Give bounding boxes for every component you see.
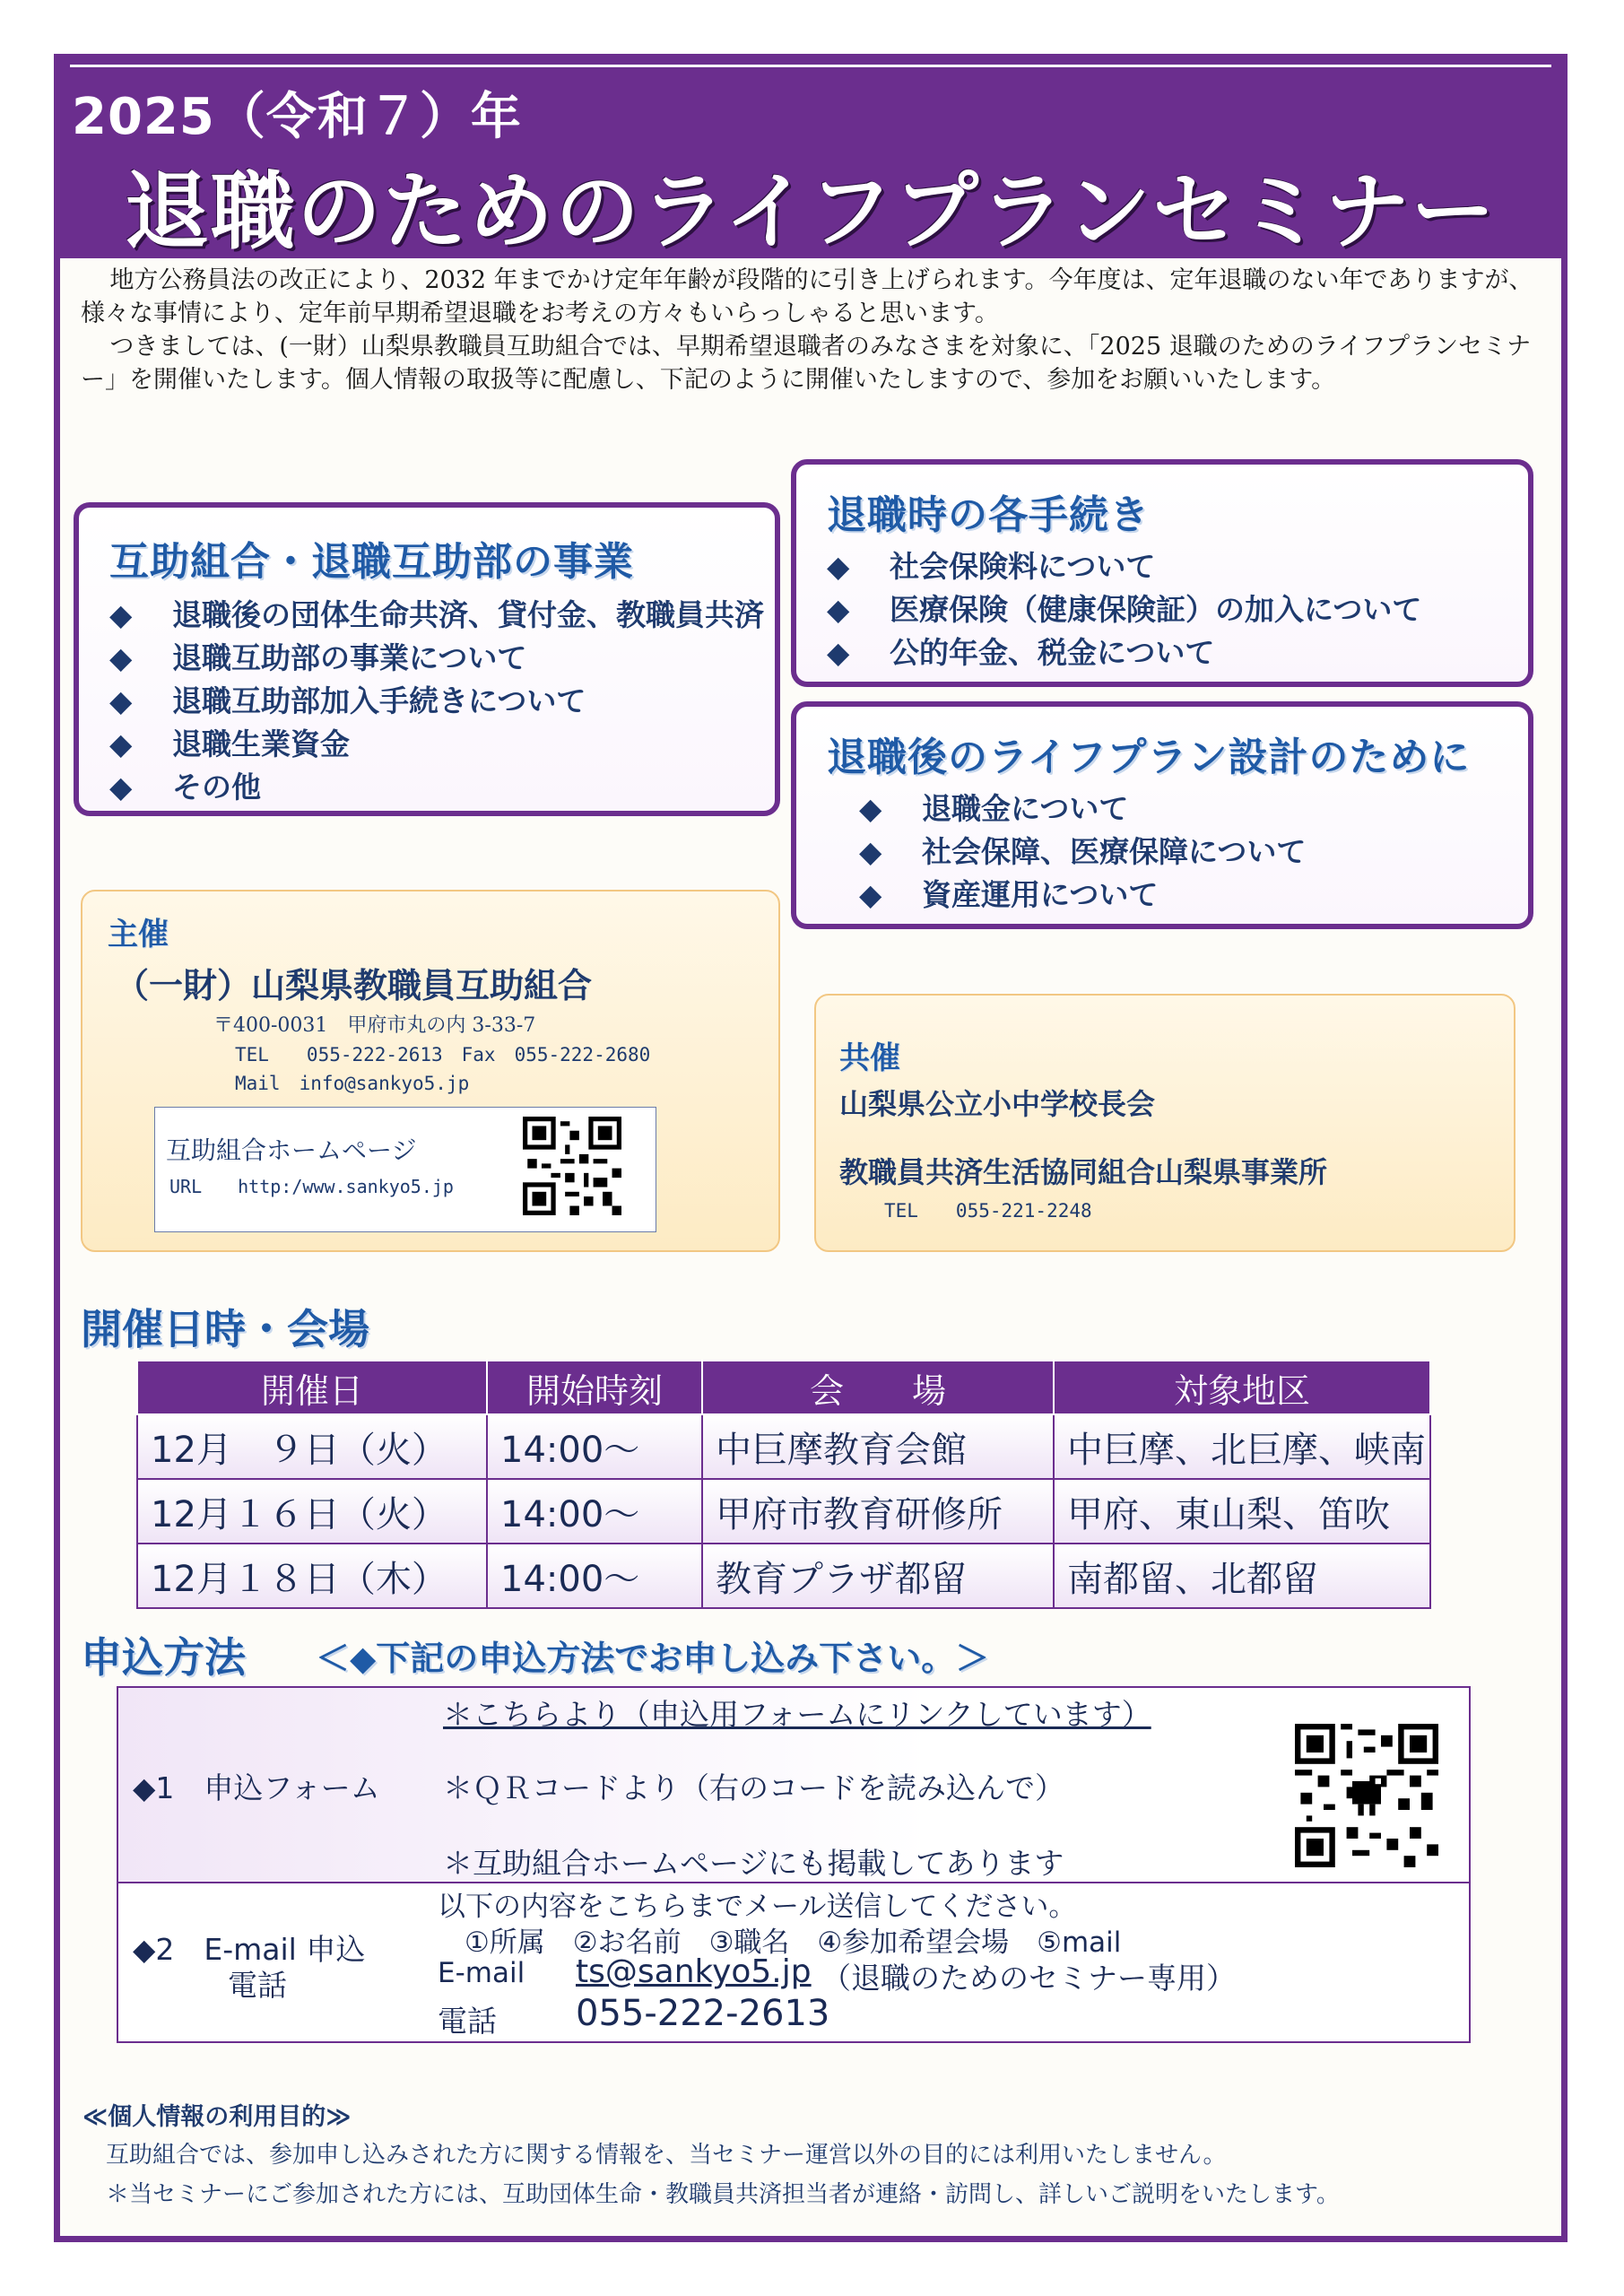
method-2-label-tel: 電話	[228, 1968, 287, 2003]
table-cell: 南都留、北都留	[1054, 1544, 1430, 1608]
diamond-icon: ◆	[859, 834, 882, 869]
shusai-mail: Mail info@sankyo5.jp	[235, 1073, 470, 1094]
method-2-instruction: 以下の内容をこちらまでメール送信してください。	[438, 1891, 1077, 1923]
header-year: 2025（令和７）年	[72, 88, 522, 146]
diamond-icon: ◆	[109, 726, 133, 761]
method-1-hp-text: ＊互助組合ホームページにも掲載してあります	[443, 1846, 1064, 1881]
diamond-icon: ◆	[109, 683, 133, 718]
apply-title: 申込方法	[81, 1633, 246, 1682]
apply-subtitle: ＜◆下記の申込方法でお申し込み下さい。＞	[316, 1639, 990, 1678]
list-item: ◆ 医療保険（健康保険証）の加入について	[827, 588, 1528, 631]
diamond-icon: ◆	[109, 770, 133, 804]
table-row	[137, 1414, 1430, 1479]
method-1-qr-text: ＊ＱＲコードより（右のコードを読み込んで）	[443, 1770, 1064, 1805]
diamond-icon: ◆	[859, 877, 882, 912]
list-item: ◆ その他	[109, 766, 775, 809]
shusai-label: 主催	[108, 917, 169, 952]
form-link[interactable]: ＊こちらより（申込用フォームにリンクしています）	[443, 1697, 1151, 1732]
kyosai-box	[814, 994, 1515, 1252]
box-gojo-jigyo-list	[109, 594, 775, 809]
intro-paragraph-1: 地方公務員法の改正により、2032 年までかけ定年年齢が段階的に引き上げられます。今年度は、定年退職のない年でありますが、様々な事情により、定年前早期希望退職をお考えの方々もいらっしゃると思います。	[81, 266, 1533, 327]
hp-label: 互助組合ホームページ	[166, 1135, 417, 1165]
table-cell: 14:00～	[487, 1479, 702, 1544]
shusai-org: （一財）山梨県教職員互助組合	[115, 965, 593, 1005]
box-tetsuzuki-list	[827, 545, 1528, 674]
list-item: ◆ 社会保険料について	[827, 545, 1528, 588]
diamond-icon: ◆	[827, 549, 850, 584]
hp-url[interactable]: URL http:/www.sankyo5.jp	[169, 1176, 454, 1197]
table-cell: 12月１６日（火）	[137, 1479, 487, 1544]
kyosai-tel: TEL 055-221-2248	[884, 1200, 1092, 1222]
table-row	[137, 1544, 1430, 1608]
method-1-label: ◆1 申込フォーム	[133, 1770, 380, 1805]
hp-qr-code[interactable]	[523, 1117, 621, 1215]
table-cell: 12月 ９日（火）	[137, 1414, 487, 1479]
privacy-line-1: 互助組合では、参加申し込みされた方に関する情報を、当セミナー運営以外の目的には利用いたしません。	[106, 2142, 1227, 2169]
method-2-label: ◆2 E-mail 申込	[133, 1932, 366, 1967]
table-header-row	[137, 1361, 1430, 1414]
privacy-line-2: ＊当セミナーにご参加された方には、互助団体生命・教職員共済担当者が連絡・訪問し、詳しいご説明をいたします。	[106, 2181, 1340, 2208]
table-cell: 14:00～	[487, 1544, 702, 1608]
list-item: ◆ 退職互助部の事業について	[109, 637, 775, 680]
diamond-icon: ◆	[109, 597, 133, 632]
list-item: ◆ 社会保障、医療保障について	[859, 831, 1528, 874]
table-cell: 甲府市教育研修所	[702, 1479, 1054, 1544]
qr-code-icon	[523, 1117, 621, 1215]
column-header: 会 場	[702, 1361, 1054, 1414]
form-qr-code[interactable]	[1295, 1724, 1438, 1867]
list-item: ◆ 公的年金、税金について	[827, 631, 1528, 674]
tel-number: 055-222-2613	[576, 1993, 830, 2034]
email-label: E-mail	[438, 1957, 525, 1989]
box-tetsuzuki	[791, 459, 1533, 687]
column-header: 対象地区	[1054, 1361, 1430, 1414]
box-lifeplan	[791, 701, 1533, 929]
box-gojo-jigyo	[74, 502, 780, 816]
shusai-address: 〒400-0031 甲府市丸の内 3-33-7	[213, 1014, 536, 1037]
intro-text	[81, 264, 1551, 396]
list-item: ◆ 退職後の団体生命共済、貸付金、教職員共済	[109, 594, 775, 637]
diamond-icon: ◆	[859, 791, 882, 826]
column-header: 開催日	[137, 1361, 487, 1414]
hp-box	[154, 1107, 656, 1232]
box-gojo-jigyo-title: 互助組合・退職互助部の事業	[109, 539, 634, 585]
list-item: ◆ 退職互助部加入手続きについて	[109, 680, 775, 723]
qr-code-icon	[1295, 1724, 1438, 1867]
table-cell: 甲府、東山梨、笛吹	[1054, 1479, 1430, 1544]
column-header: 開始時刻	[487, 1361, 702, 1414]
table-cell: 12月１８日（木）	[137, 1544, 487, 1608]
apply-box	[117, 1686, 1471, 2043]
header-rule	[70, 65, 1551, 67]
table-cell: 14:00～	[487, 1414, 702, 1479]
box-lifeplan-title: 退職後のライフプラン設計のために	[827, 735, 1471, 780]
page-title: 退職のためのライフプランセミナー	[124, 163, 1498, 261]
header-banner	[54, 54, 1568, 261]
box-tetsuzuki-title: 退職時の各手続き	[827, 492, 1150, 538]
method-2-fields: ①所属 ②お名前 ③職名 ④参加希望会場 ⑤mail	[465, 1926, 1122, 1959]
schedule-title: 開催日時・会場	[81, 1305, 369, 1353]
apply-method-1	[118, 1688, 1469, 1883]
email-link[interactable]: ts@sankyo5.jp	[576, 1953, 812, 1990]
list-item: ◆ 退職金について	[859, 787, 1528, 831]
kyosai-org-1: 山梨県公立小中学校長会	[839, 1087, 1156, 1121]
tel-label: 電話	[438, 2004, 497, 2039]
table-row	[137, 1479, 1430, 1544]
shusai-tel: TEL 055-222-2613 Fax 055-222-2680	[235, 1044, 651, 1065]
box-lifeplan-list	[827, 787, 1528, 917]
intro-paragraph-2: つきましては、(一財）山梨県教職員互助組合では、早期希望退職者のみなさまを対象に、「2025 退職のためのライフプランセミナー」を開催いたします。個人情報の取扱等に配慮し、下記のように開催いたしますので、参加をお願いいたします。	[81, 333, 1532, 394]
table-cell: 教育プラザ都留	[702, 1544, 1054, 1608]
table-cell: 中巨摩、北巨摩、峡南	[1054, 1414, 1430, 1479]
privacy-title: ≪個人情報の利用目的≫	[83, 2103, 352, 2131]
kyosai-label: 共催	[839, 1040, 900, 1076]
diamond-icon: ◆	[109, 640, 133, 675]
diamond-icon: ◆	[827, 592, 850, 627]
shusai-box	[81, 890, 780, 1252]
schedule-table	[136, 1360, 1431, 1609]
email-note: （退職のためのセミナー専用）	[821, 1961, 1236, 1996]
kyosai-org-2: 教職員共済生活協同組合山梨県事業所	[839, 1155, 1328, 1189]
table-cell: 中巨摩教育会館	[702, 1414, 1054, 1479]
list-item: ◆ 資産運用について	[859, 874, 1528, 917]
list-item: ◆ 退職生業資金	[109, 723, 775, 766]
diamond-icon: ◆	[827, 635, 850, 670]
